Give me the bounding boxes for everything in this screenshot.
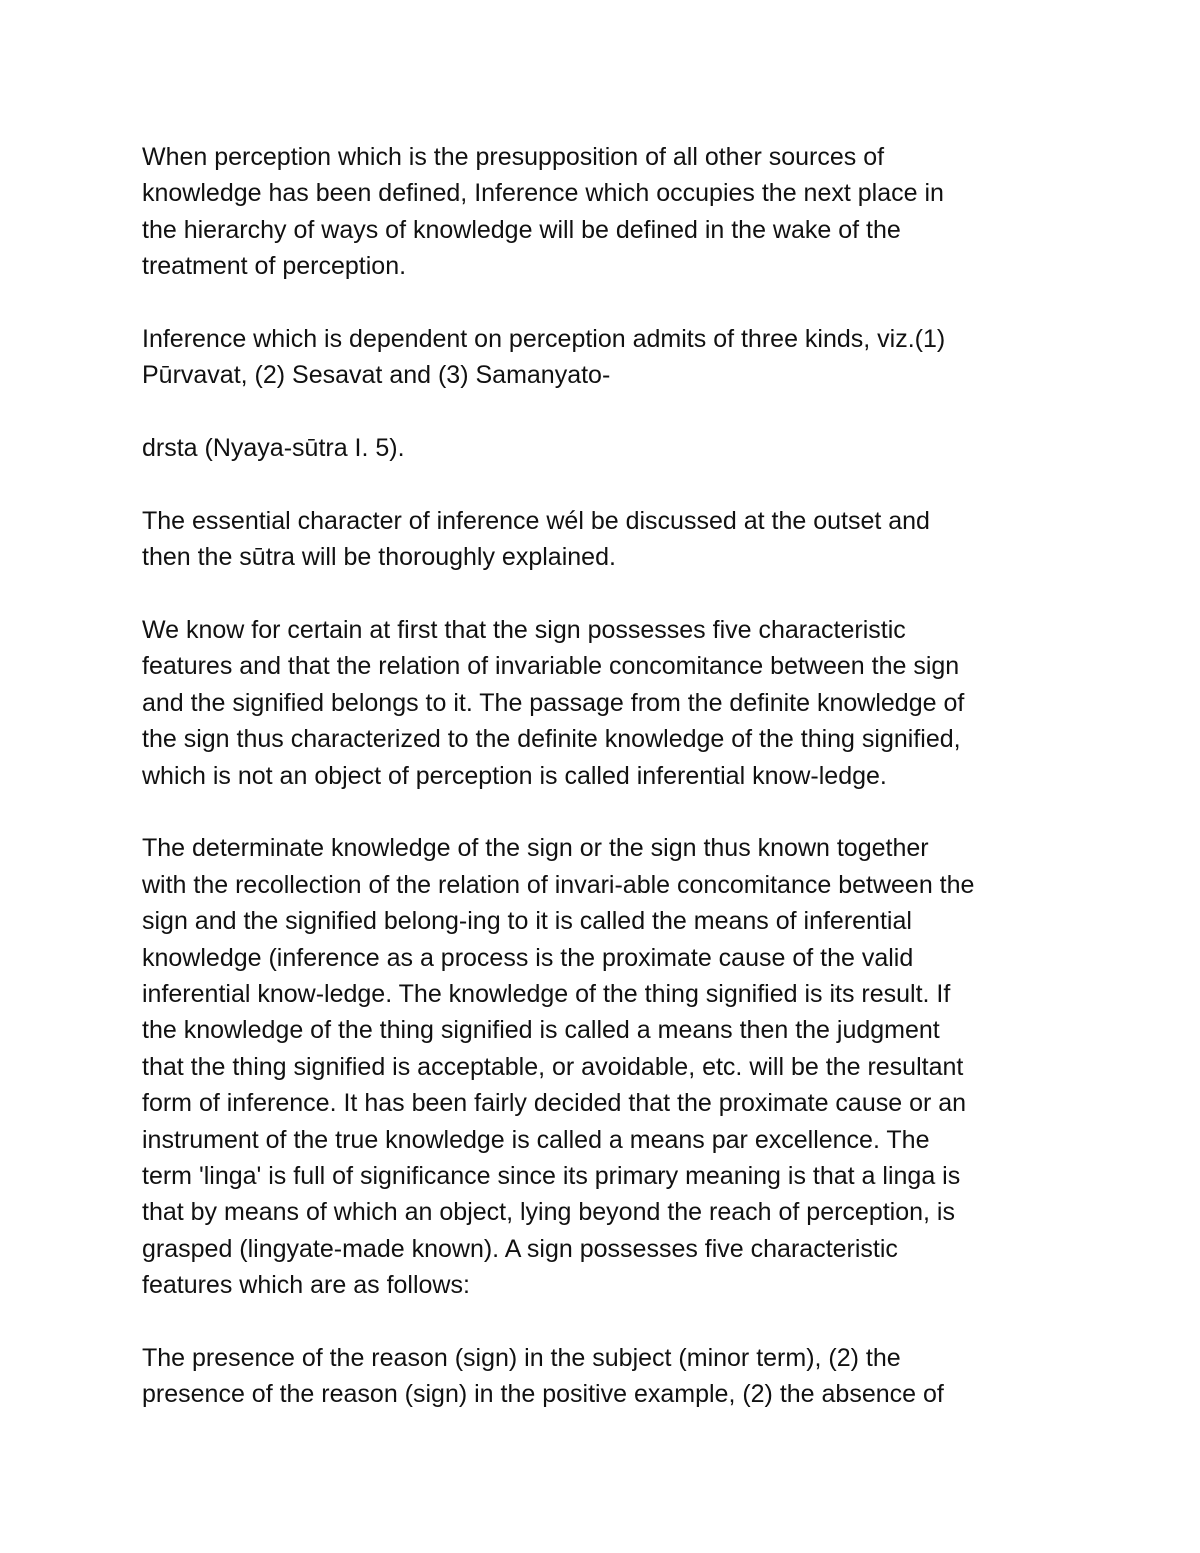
paragraph: [142, 430, 1082, 466]
paragraph-gap: [142, 285, 1082, 321]
text-line: the sign thus characterized to the definite knowledge of the thing signified,: [142, 725, 961, 754]
text-line: sign and the signified belong-ing to it is called the means of inferential: [142, 907, 912, 936]
text-line: The presence of the reason (sign) in the subject (minor term), (2) the: [142, 1343, 901, 1372]
paragraph: [142, 830, 1082, 1303]
paragraph: [142, 321, 1082, 394]
text-line: presence of the reason (sign) in the positive example, (2) the absence of: [142, 1380, 944, 1409]
text-line: knowledge has been defined, Inference which occupies the next place in: [142, 179, 944, 208]
text-line: then the sūtra will be thoroughly explained.: [142, 543, 616, 572]
paragraph: [142, 503, 1082, 576]
text-line: Inference which is dependent on perception admits of three kinds, viz.(1): [142, 324, 946, 353]
text-line: form of inference. It has been fairly decided that the proximate cause or an: [142, 1089, 967, 1118]
paragraph-gap: [142, 794, 1082, 830]
paragraph-gap: [142, 394, 1082, 430]
paragraph-gap: [142, 1304, 1082, 1340]
text-line: features and that the relation of invariable concomitance between the sign: [142, 652, 960, 681]
text-line: The determinate knowledge of the sign or the sign thus known together: [142, 834, 929, 863]
text-line: the knowledge of the thing signified is called a means then the judgment: [142, 1016, 940, 1045]
text-line: which is not an object of perception is called inferential know-ledge.: [142, 761, 887, 790]
text-line: Pūrvavat, (2) Sesavat and (3) Samanyato-: [142, 361, 611, 390]
paragraph: [142, 1340, 1082, 1413]
text-line: inferential know-ledge. The knowledge of the thing signified is its result. If: [142, 979, 951, 1008]
text-line: features which are as follows:: [142, 1271, 470, 1300]
text-line: that the thing signified is acceptable, or avoidable, etc. will be the resultant: [142, 1052, 964, 1081]
text-line: drsta (Nyaya-sūtra I. 5).: [142, 434, 405, 463]
text-line: term 'linga' is full of significance since its primary meaning is that a linga is: [142, 1161, 961, 1190]
text-line: When perception which is the presupposition of all other sources of: [142, 143, 885, 171]
text-line: We know for certain at first that the sign possesses five characteristic: [142, 616, 906, 645]
text-line: treatment of perception.: [142, 252, 407, 281]
document-body: [142, 139, 1082, 1413]
text-line: The essential character of inference wél be discussed at the outset and: [142, 506, 930, 535]
text-line: instrument of the true knowledge is called a means par excellence. The: [142, 1125, 930, 1154]
paragraph: [142, 612, 1082, 794]
paragraph-gap: [142, 576, 1082, 612]
paragraph: [142, 139, 1082, 285]
text-line: the hierarchy of ways of knowledge will be defined in the wake of the: [142, 215, 901, 244]
text-line: that by means of which an object, lying beyond the reach of perception, is: [142, 1198, 955, 1227]
text-line: grasped (lingyate-made known). A sign possesses five characteristic: [142, 1234, 898, 1263]
paragraph-gap: [142, 467, 1082, 503]
text-line: knowledge (inference as a process is the proximate cause of the valid: [142, 943, 914, 972]
text-line: and the signified belongs to it. The passage from the definite knowledge of: [142, 688, 965, 717]
text-line: with the recollection of the relation of invari-able concomitance between the: [142, 870, 975, 899]
